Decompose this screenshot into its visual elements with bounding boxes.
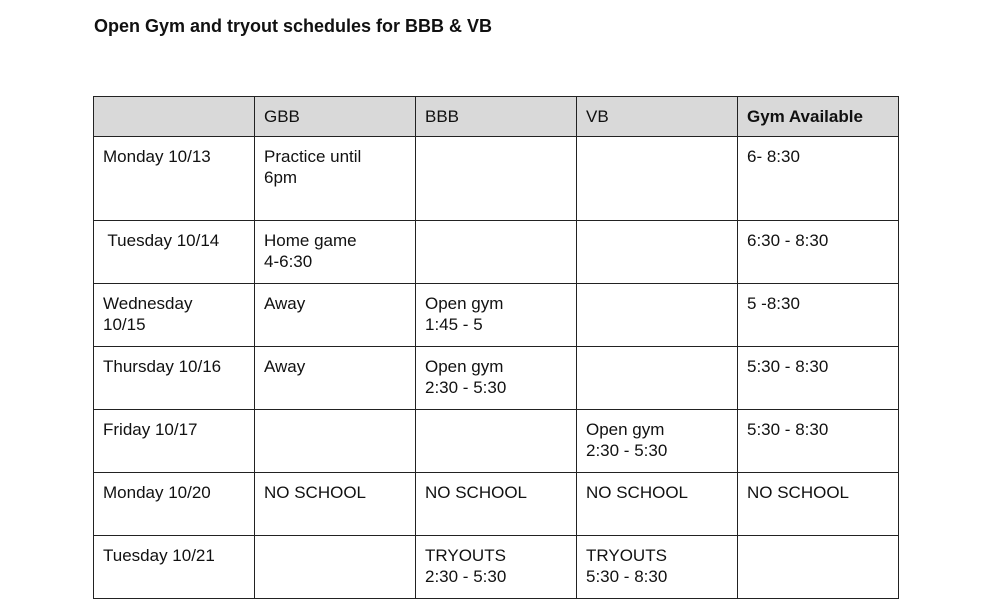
header-cell-gym-available: Gym Available — [738, 97, 899, 137]
gym-available-cell — [738, 536, 899, 599]
day-text: Wednesday — [103, 294, 193, 313]
header-cell-bbb: BBB — [416, 97, 577, 137]
day-cell — [94, 410, 255, 473]
day-text: Tuesday 10/14 — [103, 231, 220, 250]
gym-available-text: 6:30 - 8:30 — [747, 231, 829, 250]
bbb-cell — [416, 221, 577, 284]
day-text: Thursday 10/16 — [103, 357, 222, 376]
day-cell — [94, 347, 255, 410]
gbb-cell — [255, 284, 416, 347]
bbb-text: Open gym — [425, 357, 504, 376]
gym-available-cell — [738, 137, 899, 221]
table-row — [94, 347, 899, 410]
day-cell — [94, 137, 255, 221]
bbb-text: 2:30 - 5:30 — [425, 378, 507, 397]
no-school-text: NO SCHOOL — [747, 483, 850, 502]
gym-available-text: 5 -8:30 — [747, 294, 800, 313]
gym-available-cell — [738, 347, 899, 410]
day-text: 10/15 — [103, 315, 146, 334]
gbb-text: 4-6:30 — [264, 252, 313, 271]
day-cell — [94, 221, 255, 284]
gym-available-text: 5:30 - 8:30 — [747, 420, 829, 439]
gbb-cell — [255, 536, 416, 599]
vb-cell — [577, 221, 738, 284]
gbb-text: 6pm — [264, 168, 298, 187]
gym-available-cell — [738, 473, 899, 536]
bbb-cell — [416, 536, 577, 599]
bbb-text: 1:45 - 5 — [425, 315, 483, 334]
table-row — [94, 221, 899, 284]
day-text: Friday 10/17 — [103, 420, 198, 439]
gym-available-text: 5:30 - 8:30 — [747, 357, 829, 376]
vb-cell — [577, 410, 738, 473]
vb-cell — [577, 284, 738, 347]
day-text: Tuesday 10/21 — [103, 546, 215, 565]
vb-cell — [577, 536, 738, 599]
gym-available-cell — [738, 410, 899, 473]
vb-cell — [577, 473, 738, 536]
gym-available-text: 6- 8:30 — [747, 147, 800, 166]
no-school-text: NO SCHOOL — [425, 483, 528, 502]
bbb-cell — [416, 137, 577, 221]
vb-text: TRYOUTS — [586, 546, 667, 565]
gbb-cell — [255, 347, 416, 410]
vb-text: 2:30 - 5:30 — [586, 441, 668, 460]
gym-available-cell — [738, 284, 899, 347]
day-cell — [94, 284, 255, 347]
bbb-text: Open gym — [425, 294, 504, 313]
day-cell — [94, 536, 255, 599]
document-title: Open Gym and tryout schedules for BBB & VB — [94, 16, 493, 36]
gym-available-cell — [738, 221, 899, 284]
table-header-row — [94, 97, 899, 137]
vb-cell — [577, 347, 738, 410]
gbb-cell — [255, 473, 416, 536]
bbb-cell — [416, 284, 577, 347]
table-row — [94, 410, 899, 473]
bbb-text: 2:30 - 5:30 — [425, 567, 507, 586]
vb-text: Open gym — [586, 420, 665, 439]
table-row — [94, 137, 899, 221]
gbb-cell — [255, 221, 416, 284]
gbb-cell — [255, 137, 416, 221]
day-text: Monday 10/20 — [103, 483, 211, 502]
table-row — [94, 473, 899, 536]
table-row — [94, 284, 899, 347]
table-row — [94, 536, 899, 599]
header-cell-gbb: GBB — [255, 97, 416, 137]
no-school-text: NO SCHOOL — [264, 483, 367, 502]
vb-cell — [577, 137, 738, 221]
bbb-cell — [416, 347, 577, 410]
schedule-table — [93, 96, 899, 599]
header-cell-blank — [94, 97, 255, 137]
header-cell-vb: VB — [577, 97, 738, 137]
day-text: Monday 10/13 — [103, 147, 211, 166]
day-cell — [94, 473, 255, 536]
gbb-cell — [255, 410, 416, 473]
bbb-text: TRYOUTS — [425, 546, 506, 565]
gbb-text: Home game — [264, 231, 357, 250]
no-school-text: NO SCHOOL — [586, 483, 689, 502]
vb-text: 5:30 - 8:30 — [586, 567, 668, 586]
gbb-text: Away — [264, 294, 306, 313]
gbb-text: Practice until — [264, 147, 362, 166]
bbb-cell — [416, 410, 577, 473]
bbb-cell — [416, 473, 577, 536]
gbb-text: Away — [264, 357, 306, 376]
